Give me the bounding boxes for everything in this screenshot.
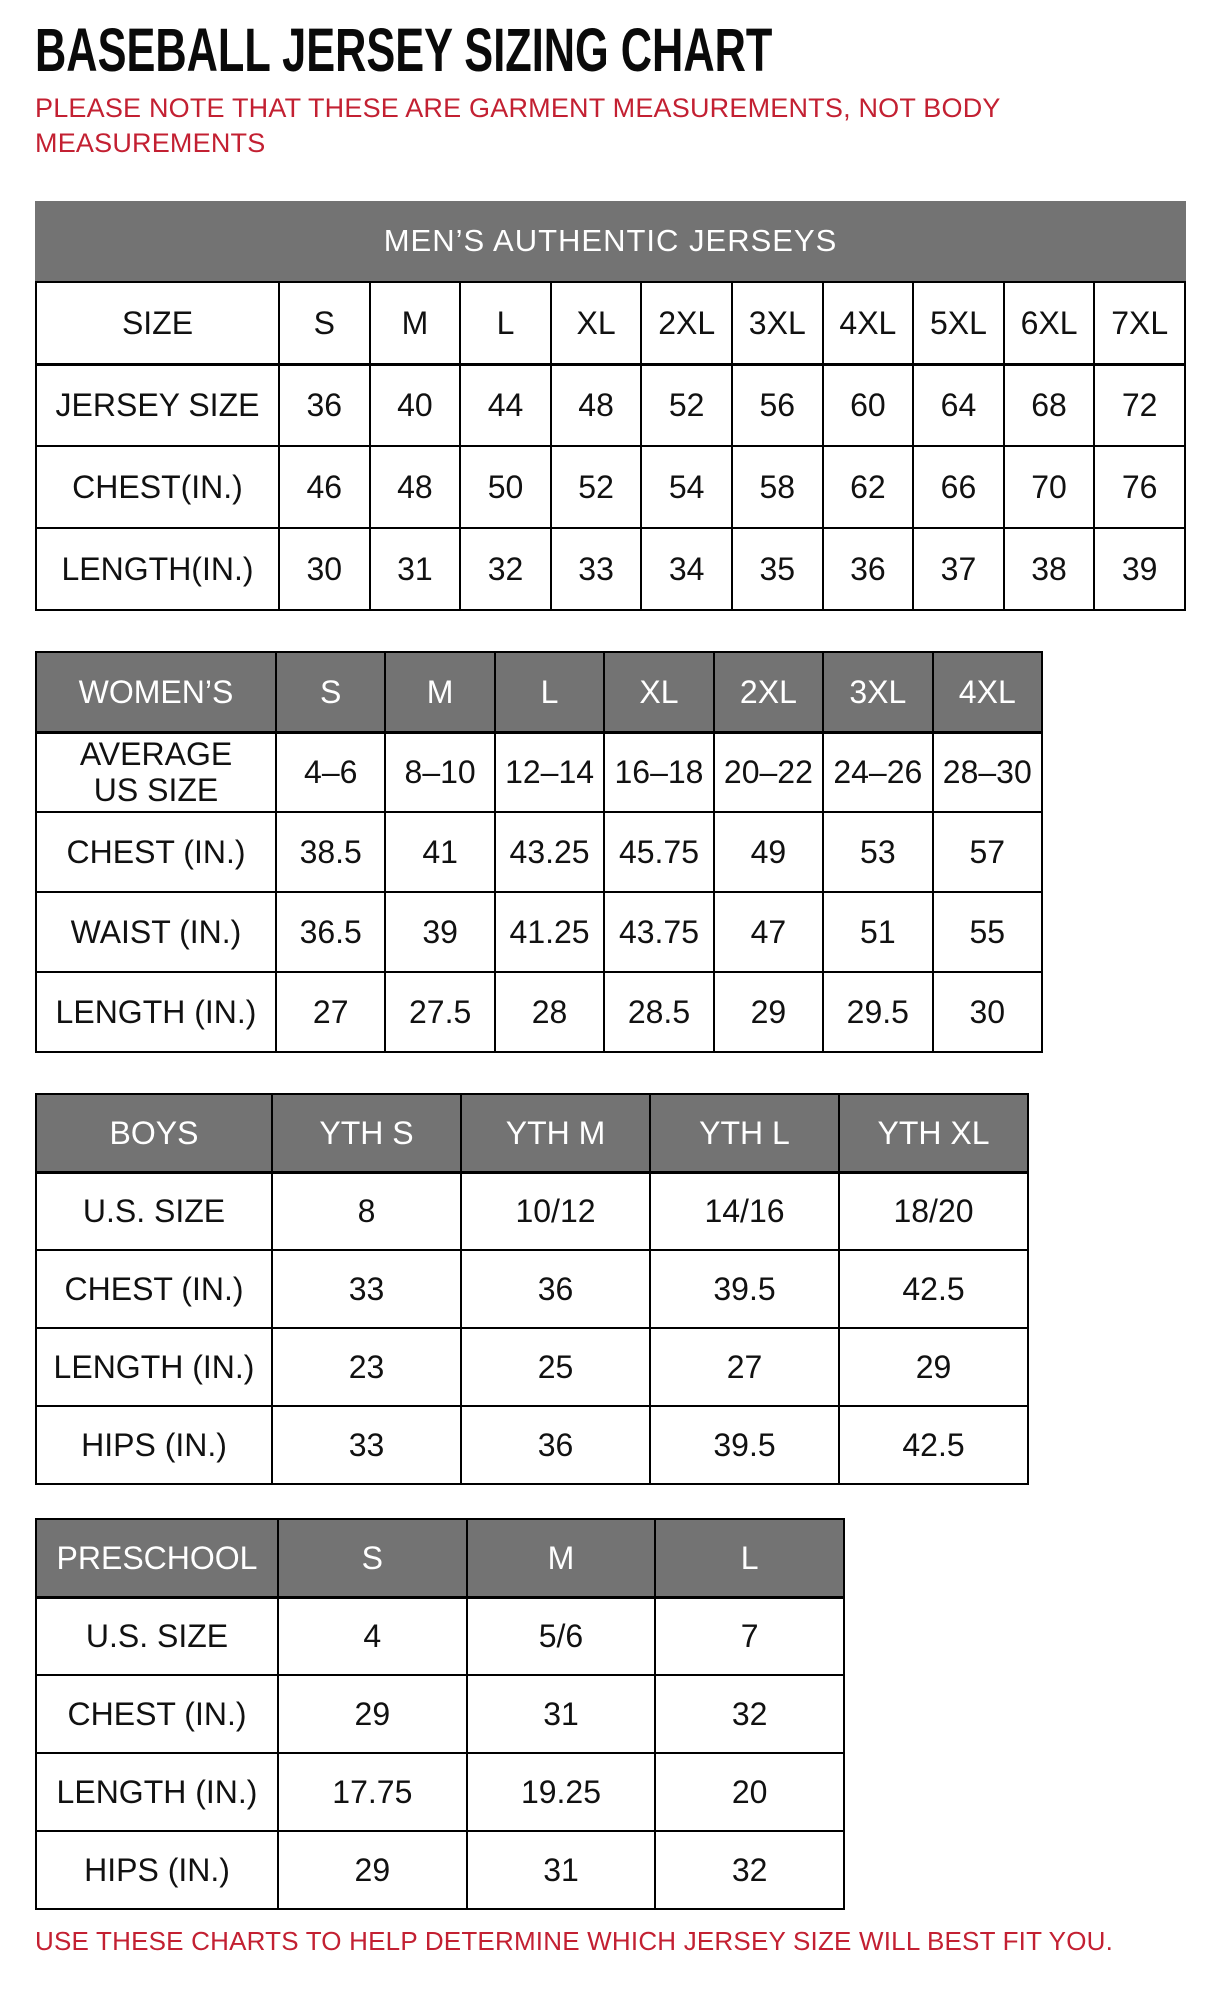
boys-row-label-cell: [36, 1250, 272, 1328]
mens-column-header-cell: [460, 282, 551, 364]
boys-value-cell: [272, 1328, 461, 1406]
preschool-size-table: [35, 1518, 845, 1910]
mens-value-cell: [1094, 364, 1185, 446]
mens-value-cell-text: 31: [397, 550, 433, 587]
mens-value-cell: [1094, 446, 1185, 528]
mens-value-cell: [370, 446, 461, 528]
garment-measurement-note: [35, 91, 1185, 161]
mens-value-cell-text: 58: [759, 468, 796, 505]
mens-row-label-cell-text: CHEST(IN.): [72, 468, 243, 505]
note-line-1: PLEASE NOTE THAT THESE ARE GARMENT MEASUREMENTS, NOT BODY: [35, 93, 1001, 123]
mens-value-cell-text: 50: [487, 468, 524, 505]
womens-value-cell-text: 28: [531, 993, 568, 1030]
preschool-value-cell: [467, 1675, 656, 1753]
preschool-value-cell-text: 29: [354, 1851, 391, 1888]
preschool-row-label-cell-text: CHEST (IN.): [67, 1695, 247, 1732]
womens-value-cell: [495, 812, 604, 892]
mens-value-cell: [732, 446, 823, 528]
mens-value-cell: [913, 364, 1004, 446]
footer-note: USE THESE CHARTS TO HELP DETERMINE WHICH JERSEY SIZE WILL BEST FIT YOU.: [35, 1926, 1114, 1957]
boys-value-cell: [272, 1406, 461, 1484]
preschool-row-label-cell: [36, 1831, 278, 1909]
womens-value-cell-text: 43.75: [618, 913, 700, 950]
boys-value-cell: [839, 1172, 1028, 1250]
boys-header-label-cell-text: BOYS: [109, 1114, 199, 1151]
preschool-value-cell: [467, 1597, 656, 1675]
boys-column-header-cell: [461, 1094, 650, 1172]
preschool-data-row: [36, 1675, 844, 1753]
preschool-column-header-cell-text: L: [740, 1539, 759, 1576]
womens-size-table: [35, 651, 1043, 1053]
boys-row-label-cell: [36, 1172, 272, 1250]
mens-value-cell-text: 36: [850, 550, 886, 587]
boys-value-cell: [650, 1172, 839, 1250]
womens-value-cell: [385, 892, 494, 972]
mens-value-cell: [279, 446, 370, 528]
boys-row-label-cell-text: U.S. SIZE: [82, 1193, 226, 1230]
mens-value-cell-text: 48: [578, 387, 614, 424]
mens-value-cell: [1094, 528, 1185, 610]
page-title: BASEBALL JERSEY SIZING CHART: [35, 15, 773, 85]
mens-column-header-cell: [732, 282, 823, 364]
preschool-value-cell-text: 4: [363, 1618, 382, 1655]
mens-row-label-cell: [36, 528, 279, 610]
boys-value-cell: [461, 1328, 650, 1406]
mens-value-cell: [460, 364, 551, 446]
mens-value-cell: [732, 528, 823, 610]
womens-value-cell: [495, 732, 604, 812]
womens-value-cell-text: 28.5: [627, 993, 691, 1030]
preschool-table-section: [35, 1518, 845, 1910]
mens-value-cell: [913, 446, 1004, 528]
womens-value-cell-text: 36.5: [299, 913, 362, 950]
womens-value-cell: [714, 892, 823, 972]
mens-row-label-cell: [36, 364, 279, 446]
womens-value-cell: [276, 812, 385, 892]
womens-value-cell: [276, 732, 385, 812]
mens-value-cell: [913, 528, 1004, 610]
womens-column-header-cell-text: L: [540, 673, 559, 710]
boys-value-cell: [839, 1250, 1028, 1328]
mens-value-cell: [279, 364, 370, 446]
boys-value-cell-text: 36: [537, 1270, 574, 1307]
mens-value-cell: [370, 528, 461, 610]
boys-row-label-cell-text: CHEST (IN.): [64, 1270, 244, 1307]
womens-value-cell-text: 57: [969, 833, 1006, 870]
womens-value-cell: [385, 732, 494, 812]
womens-data-row: [36, 972, 1042, 1052]
womens-header-row: [36, 652, 1042, 732]
womens-row-label-cell-text: CHEST (IN.): [66, 833, 246, 870]
mens-data-row: [36, 446, 1185, 528]
preschool-value-cell-text: 5/6: [538, 1618, 584, 1655]
mens-value-cell: [823, 528, 914, 610]
mens-value-cell-text: 60: [850, 387, 886, 424]
boys-row-label-cell-text: HIPS (IN.): [81, 1426, 227, 1463]
boys-value-cell-text: 25: [537, 1348, 574, 1385]
boys-size-table: [35, 1093, 1029, 1485]
womens-value-cell-text: 43.25: [509, 833, 590, 870]
mens-value-cell: [1004, 446, 1095, 528]
preschool-row-label-cell-text: U.S. SIZE: [85, 1618, 229, 1655]
boys-value-cell-text: 23: [348, 1348, 385, 1385]
mens-value-cell-text: 37: [940, 550, 977, 587]
preschool-value-cell: [278, 1831, 467, 1909]
mens-column-header-cell: [279, 282, 370, 364]
boys-data-row: [36, 1250, 1028, 1328]
mens-value-cell: [279, 528, 370, 610]
preschool-value-cell-text: 19.25: [520, 1773, 602, 1810]
boys-value-cell-text: 14/16: [704, 1193, 785, 1230]
boys-value-cell: [839, 1328, 1028, 1406]
preschool-header-row: [36, 1519, 844, 1597]
womens-value-cell: [823, 812, 932, 892]
mens-column-header-cell: [823, 282, 914, 364]
womens-value-cell: [604, 972, 713, 1052]
womens-value-cell-text: 29.5: [846, 993, 909, 1030]
womens-value-cell: [933, 732, 1042, 812]
mens-row-label-cell-text: JERSEY SIZE: [55, 387, 260, 424]
womens-value-cell-text: 30: [969, 993, 1006, 1030]
note-line-2: MEASUREMENTS: [35, 128, 266, 159]
womens-value-cell: [604, 732, 713, 812]
mens-table-section: [35, 201, 1186, 611]
preschool-data-row: [36, 1831, 844, 1909]
boys-value-cell-text: 18/20: [893, 1193, 974, 1230]
preschool-value-cell: [278, 1597, 467, 1675]
preschool-value-cell-text: 17.75: [332, 1773, 413, 1810]
womens-row-label-cell: [36, 732, 276, 812]
mens-value-cell: [641, 446, 732, 528]
boys-value-cell: [272, 1250, 461, 1328]
boys-value-cell: [461, 1250, 650, 1328]
preschool-value-cell: [655, 1675, 844, 1753]
boys-data-row: [36, 1406, 1028, 1484]
womens-value-cell: [495, 972, 604, 1052]
womens-data-row: [36, 812, 1042, 892]
mens-value-cell-text: 38: [1031, 550, 1067, 587]
preschool-value-cell: [467, 1831, 656, 1909]
womens-header-label-cell-text: WOMEN’S: [78, 673, 234, 710]
mens-value-cell: [1004, 528, 1095, 610]
boys-value-cell: [839, 1406, 1028, 1484]
womens-column-header-cell: [276, 652, 385, 732]
womens-value-cell: [823, 732, 932, 812]
womens-value-cell-text: 38.5: [299, 833, 362, 870]
mens-value-cell-text: 32: [487, 550, 524, 587]
womens-value-cell: [276, 892, 385, 972]
preschool-data-row: [36, 1597, 844, 1675]
womens-value-cell-text: 27.5: [408, 993, 472, 1030]
mens-value-cell-text: 72: [1121, 387, 1158, 424]
womens-value-cell-text: 49: [750, 833, 787, 870]
womens-value-cell-text: 20–22: [723, 754, 813, 791]
sizing-chart-page: [0, 15, 1220, 1957]
preschool-column-header-cell-text: M: [547, 1539, 575, 1576]
womens-row-label-cell: [36, 972, 276, 1052]
womens-value-cell: [714, 732, 823, 812]
mens-column-header-cell: [1004, 282, 1095, 364]
mens-value-cell: [551, 446, 642, 528]
womens-value-cell: [933, 812, 1042, 892]
mens-column-header-cell-text: S: [313, 304, 335, 341]
womens-value-cell-text: 41: [422, 833, 458, 870]
mens-value-cell-text: 62: [850, 468, 886, 505]
preschool-row-label-cell-text: HIPS (IN.): [84, 1851, 230, 1888]
boys-column-header-cell-text: YTH XL: [877, 1114, 990, 1151]
mens-column-header-cell-text: 3XL: [748, 304, 806, 341]
mens-column-header-cell: [1094, 282, 1185, 364]
mens-row-label-cell-text: LENGTH(IN.): [61, 550, 254, 587]
womens-value-cell-text: 51: [860, 913, 896, 950]
mens-value-cell: [460, 528, 551, 610]
womens-column-header-cell-text: 2XL: [739, 673, 797, 710]
womens-column-header-cell: [495, 652, 604, 732]
mens-value-cell: [732, 364, 823, 446]
mens-value-cell: [460, 446, 551, 528]
boys-column-header-cell-text: YTH L: [699, 1114, 790, 1151]
preschool-row-label-cell: [36, 1753, 278, 1831]
mens-size-table: [35, 281, 1186, 611]
womens-column-header-cell-text: 3XL: [849, 673, 907, 710]
mens-value-cell-text: 70: [1031, 468, 1067, 505]
womens-data-row: [36, 732, 1042, 812]
womens-value-cell: [276, 972, 385, 1052]
mens-value-cell-text: 56: [759, 387, 796, 424]
boys-table-section: [35, 1093, 1029, 1485]
womens-value-cell-text: 45.75: [618, 833, 700, 870]
mens-value-cell: [823, 446, 914, 528]
boys-value-cell-text: 29: [915, 1348, 952, 1385]
womens-value-cell-text: 8–10: [404, 754, 476, 791]
mens-value-cell-text: 34: [668, 550, 705, 587]
womens-value-cell-text: 16–18: [614, 754, 704, 791]
boys-header-row: [36, 1094, 1028, 1172]
boys-value-cell-text: 42.5: [902, 1270, 965, 1307]
preschool-value-cell: [278, 1675, 467, 1753]
mens-column-header-cell: [913, 282, 1004, 364]
preschool-value-cell-text: 7: [740, 1618, 759, 1655]
preschool-value-cell: [278, 1753, 467, 1831]
boys-value-cell-text: 8: [357, 1193, 376, 1230]
preschool-row-label-cell: [36, 1597, 278, 1675]
mens-value-cell-text: 35: [759, 550, 796, 587]
preschool-value-cell: [467, 1753, 656, 1831]
mens-value-cell-text: 48: [397, 468, 433, 505]
boys-value-cell-text: 33: [348, 1270, 385, 1307]
boys-column-header-cell-text: YTH M: [505, 1114, 606, 1151]
boys-data-row: [36, 1172, 1028, 1250]
mens-value-cell-text: 66: [940, 468, 977, 505]
womens-value-cell: [385, 812, 494, 892]
boys-value-cell-text: 33: [348, 1426, 385, 1463]
womens-value-cell: [714, 972, 823, 1052]
mens-value-cell: [641, 528, 732, 610]
boys-row-label-cell: [36, 1406, 272, 1484]
womens-value-cell-text: 39: [422, 913, 458, 950]
mens-data-row: [36, 528, 1185, 610]
mens-value-cell-text: 39: [1121, 550, 1158, 587]
preschool-header-label-cell: [36, 1519, 278, 1597]
womens-value-cell-text: 27: [312, 993, 349, 1030]
mens-header-row: [36, 282, 1185, 364]
boys-value-cell-text: 36: [537, 1426, 574, 1463]
mens-value-cell-text: 36: [306, 387, 343, 424]
mens-column-header-cell-text: XL: [576, 304, 616, 341]
mens-column-header-cell: [641, 282, 732, 364]
mens-value-cell: [823, 364, 914, 446]
womens-column-header-cell-text: 4XL: [958, 673, 1016, 710]
mens-value-cell-text: 68: [1031, 387, 1067, 424]
mens-value-cell-text: 44: [487, 387, 524, 424]
boys-row-label-cell-text: LENGTH (IN.): [53, 1348, 255, 1385]
mens-column-header-cell-text: M: [401, 304, 429, 341]
womens-value-cell: [604, 892, 713, 972]
preschool-value-cell: [655, 1831, 844, 1909]
womens-value-cell: [933, 892, 1042, 972]
womens-row-label-cell-text: WAIST (IN.): [70, 913, 242, 950]
mens-value-cell-text: 54: [668, 468, 705, 505]
preschool-value-cell: [655, 1753, 844, 1831]
boys-column-header-cell-text: YTH S: [319, 1114, 414, 1151]
mens-column-header-cell: [551, 282, 642, 364]
womens-data-row: [36, 892, 1042, 972]
womens-value-cell: [714, 812, 823, 892]
womens-value-cell: [933, 972, 1042, 1052]
mens-header-label-cell: [36, 282, 279, 364]
mens-column-header-cell-text: L: [496, 304, 515, 341]
mens-value-cell-text: 64: [940, 387, 977, 424]
preschool-row-label-cell: [36, 1675, 278, 1753]
mens-value-cell-text: 40: [397, 387, 433, 424]
womens-value-cell-text: 4–6: [304, 754, 358, 791]
womens-header-label-cell: [36, 652, 276, 732]
womens-row-label-cell-text: AVERAGE US SIZE: [79, 735, 233, 809]
womens-value-cell-text: 53: [860, 833, 896, 870]
womens-value-cell: [604, 812, 713, 892]
boys-column-header-cell: [839, 1094, 1028, 1172]
womens-value-cell: [823, 972, 932, 1052]
womens-column-header-cell: [714, 652, 823, 732]
womens-value-cell-text: 29: [750, 993, 787, 1030]
preschool-column-header-cell-text: S: [361, 1539, 383, 1576]
mens-column-header-cell: [370, 282, 461, 364]
boys-column-header-cell: [272, 1094, 461, 1172]
preschool-row-label-cell-text: LENGTH (IN.): [56, 1773, 258, 1810]
womens-column-header-cell-text: XL: [639, 673, 679, 710]
boys-value-cell-text: 39.5: [713, 1426, 776, 1463]
mens-value-cell: [641, 364, 732, 446]
womens-column-header-cell-text: S: [320, 673, 342, 710]
womens-row-label-cell-text: LENGTH (IN.): [55, 993, 257, 1030]
womens-column-header-cell-text: M: [426, 673, 454, 710]
preschool-column-header-cell: [278, 1519, 467, 1597]
boys-header-label-cell: [36, 1094, 272, 1172]
boys-column-header-cell: [650, 1094, 839, 1172]
womens-value-cell-text: 55: [969, 913, 1006, 950]
boys-data-row: [36, 1328, 1028, 1406]
mens-value-cell-text: 30: [306, 550, 343, 587]
womens-value-cell: [823, 892, 932, 972]
mens-header-label-cell-text: SIZE: [121, 304, 194, 341]
boys-value-cell: [650, 1250, 839, 1328]
preschool-header-label-cell-text: PRESCHOOL: [56, 1539, 258, 1576]
womens-table-section: [35, 651, 1043, 1053]
womens-value-cell-text: 41.25: [509, 913, 590, 950]
mens-value-cell-text: 52: [668, 387, 705, 424]
womens-column-header-cell: [604, 652, 713, 732]
mens-column-header-cell-text: 7XL: [1111, 304, 1169, 341]
mens-table-title-bar: MEN’S AUTHENTIC JERSEYS: [35, 201, 1186, 281]
mens-column-header-cell-text: 2XL: [658, 304, 716, 341]
boys-value-cell: [461, 1406, 650, 1484]
womens-value-cell-text: 24–26: [833, 754, 923, 791]
mens-value-cell: [1004, 364, 1095, 446]
preschool-column-header-cell: [655, 1519, 844, 1597]
womens-value-cell: [495, 892, 604, 972]
preschool-data-row: [36, 1753, 844, 1831]
preschool-column-header-cell: [467, 1519, 656, 1597]
womens-column-header-cell: [823, 652, 932, 732]
mens-value-cell: [370, 364, 461, 446]
boys-value-cell: [650, 1328, 839, 1406]
preschool-value-cell-text: 31: [543, 1851, 579, 1888]
boys-value-cell: [461, 1172, 650, 1250]
womens-row-label-cell: [36, 812, 276, 892]
womens-value-cell-text: 28–30: [942, 754, 1032, 791]
mens-value-cell-text: 33: [578, 550, 614, 587]
mens-column-header-cell-text: 5XL: [929, 304, 987, 341]
womens-column-header-cell: [933, 652, 1042, 732]
preschool-value-cell-text: 29: [354, 1695, 391, 1732]
womens-column-header-cell: [385, 652, 494, 732]
preschool-value-cell-text: 32: [731, 1851, 768, 1888]
mens-value-cell-text: 52: [578, 468, 614, 505]
boys-value-cell-text: 39.5: [713, 1270, 776, 1307]
womens-value-cell: [385, 972, 494, 1052]
boys-value-cell: [272, 1172, 461, 1250]
mens-data-row: [36, 364, 1185, 446]
preschool-value-cell-text: 32: [731, 1695, 768, 1732]
preschool-value-cell-text: 20: [731, 1773, 768, 1810]
mens-value-cell: [551, 528, 642, 610]
boys-value-cell-text: 42.5: [902, 1426, 965, 1463]
womens-row-label-cell: [36, 892, 276, 972]
mens-column-header-cell-text: 6XL: [1020, 304, 1078, 341]
mens-column-header-cell-text: 4XL: [839, 304, 897, 341]
mens-value-cell-text: 76: [1121, 468, 1158, 505]
womens-value-cell-text: 12–14: [505, 754, 595, 791]
boys-value-cell-text: 10/12: [515, 1193, 596, 1230]
mens-row-label-cell: [36, 446, 279, 528]
mens-value-cell-text: 46: [306, 468, 343, 505]
mens-value-cell: [551, 364, 642, 446]
boys-value-cell: [650, 1406, 839, 1484]
boys-value-cell-text: 27: [726, 1348, 763, 1385]
preschool-value-cell: [655, 1597, 844, 1675]
boys-row-label-cell: [36, 1328, 272, 1406]
womens-value-cell-text: 47: [750, 913, 787, 950]
preschool-value-cell-text: 31: [543, 1695, 579, 1732]
